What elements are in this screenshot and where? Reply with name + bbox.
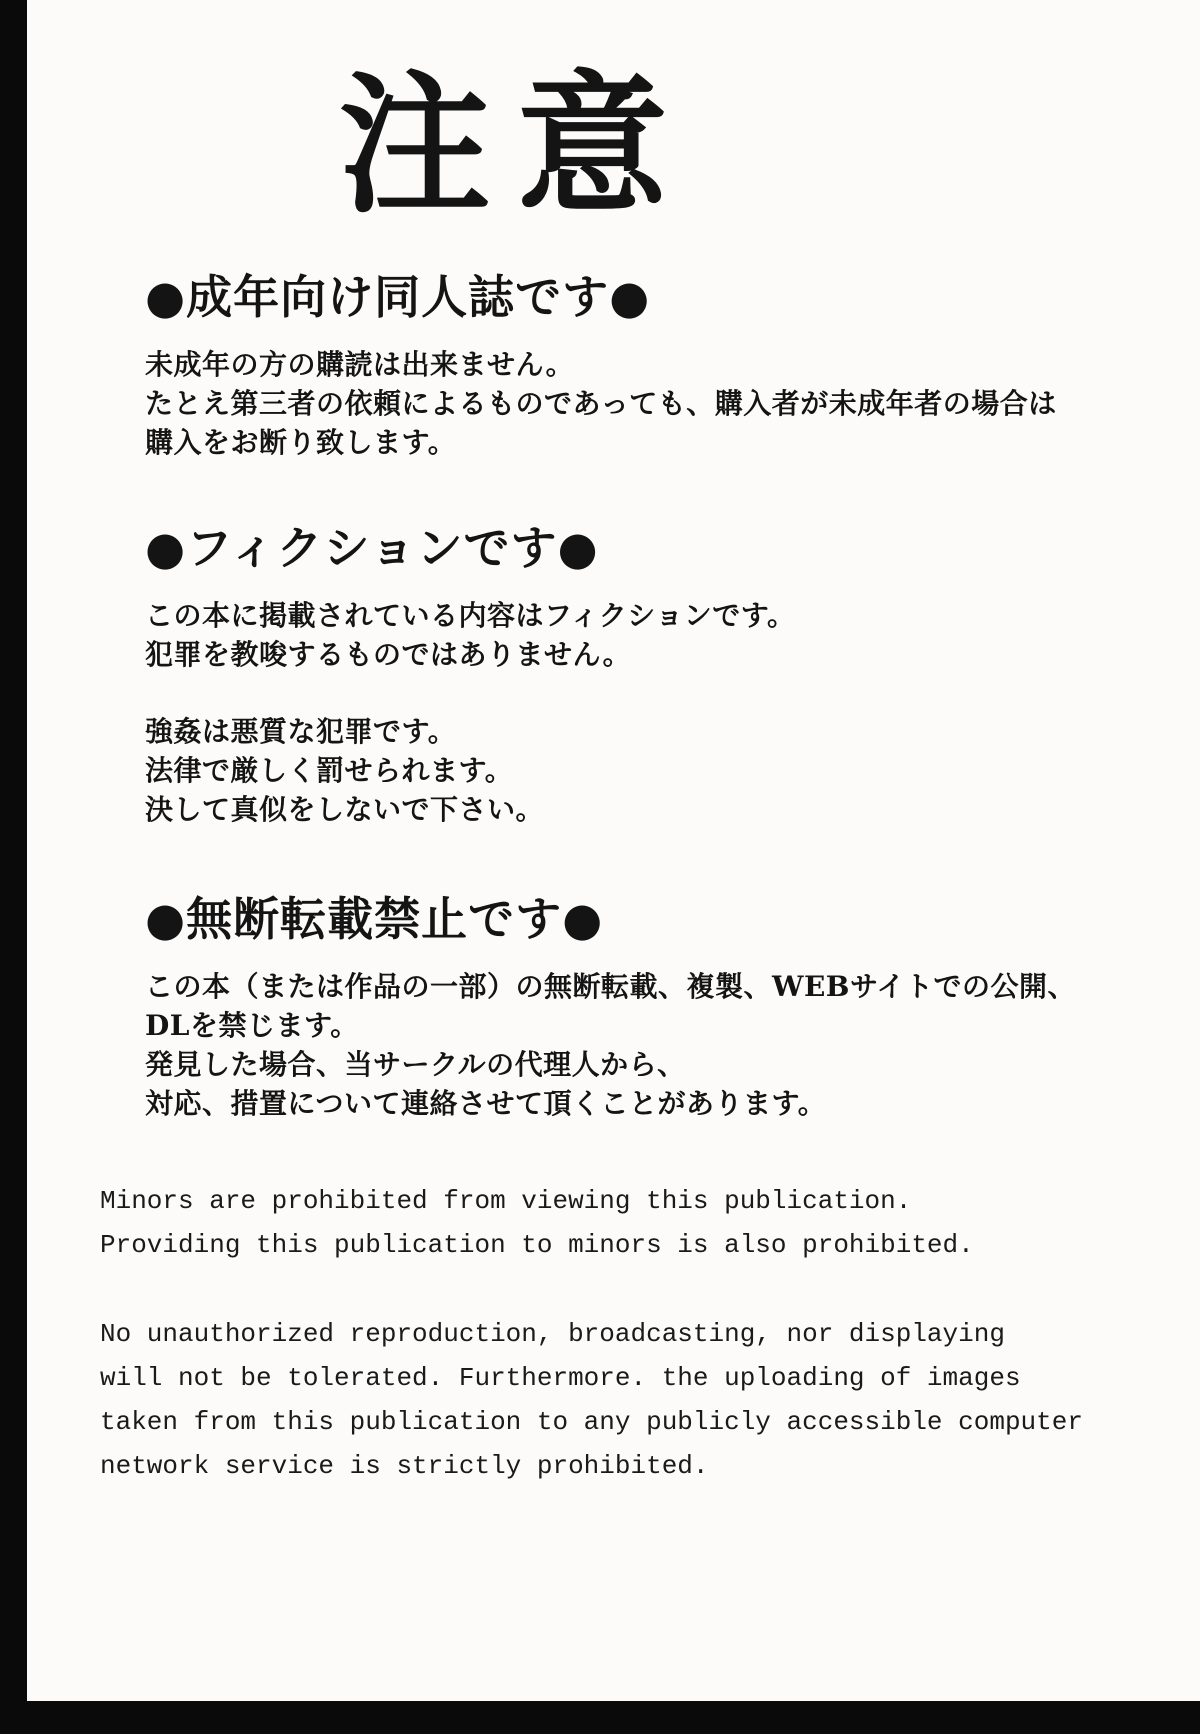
section-no-reproduction [145,891,1100,1123]
english-line: No unauthorized reproduction, broadcasting, nor displaying [100,1319,1005,1349]
section-fiction-heading: ●フィクションです● [145,521,599,575]
section-no-reproduction-heading: ●無断転載禁止です● [145,892,604,946]
page-bottom-edge [0,1701,1200,1734]
section-english-notice [100,1179,1100,1488]
body-line: たとえ第三者の依頼によるものであっても、購入者が未成年者の場合は [145,387,1057,420]
english-line: Minors are prohibited from viewing this publication. [100,1186,912,1216]
english-line: network service is strictly prohibited. [100,1451,709,1481]
english-line: will not be tolerated. Furthermore. the uploading of images [100,1363,1021,1393]
body-line: 強姦は悪質な犯罪です。 [145,715,457,748]
section-adult-only [145,269,1100,462]
section-adult-only-paragraph [145,345,1100,462]
body-line: 未成年の方の購読は出来ません。 [145,348,575,381]
body-line: 法律で厳しく罰せられます。 [145,754,514,787]
page-content [27,0,1100,1488]
english-line: taken from this publication to any publicly accessible computer [100,1407,1083,1437]
page-left-edge [0,0,27,1734]
english-paragraph-reproduction [100,1312,1100,1488]
english-paragraph-minors [100,1179,1100,1267]
body-line: 犯罪を教唆するものではありません。 [145,638,632,671]
body-line: 対応、措置について連絡させて頂くことがあります。 [145,1087,827,1120]
page-title: 注意 [338,55,695,234]
body-line: 発見した場合、当サークルの代理人から、 [145,1048,686,1081]
english-line: Providing this publication to minors is also prohibited. [100,1230,974,1260]
body-line: この本（または作品の一部）の無断転載、複製、WEBサイトでの公開、 [145,970,1076,1003]
body-line: 購入をお断り致します。 [145,426,457,459]
section-fiction-paragraph-1 [145,596,1100,674]
body-line: この本に掲載されている内容はフィクションです。 [145,599,796,632]
section-adult-only-heading: ●成年向け同人誌です● [145,270,651,324]
section-fiction-paragraph-2 [145,712,1100,829]
section-fiction [145,520,1100,829]
body-line: DLを禁じます。 [145,1009,359,1042]
body-line: 決して真似をしないで下さい。 [145,793,545,826]
section-no-reproduction-paragraph [145,967,1100,1123]
